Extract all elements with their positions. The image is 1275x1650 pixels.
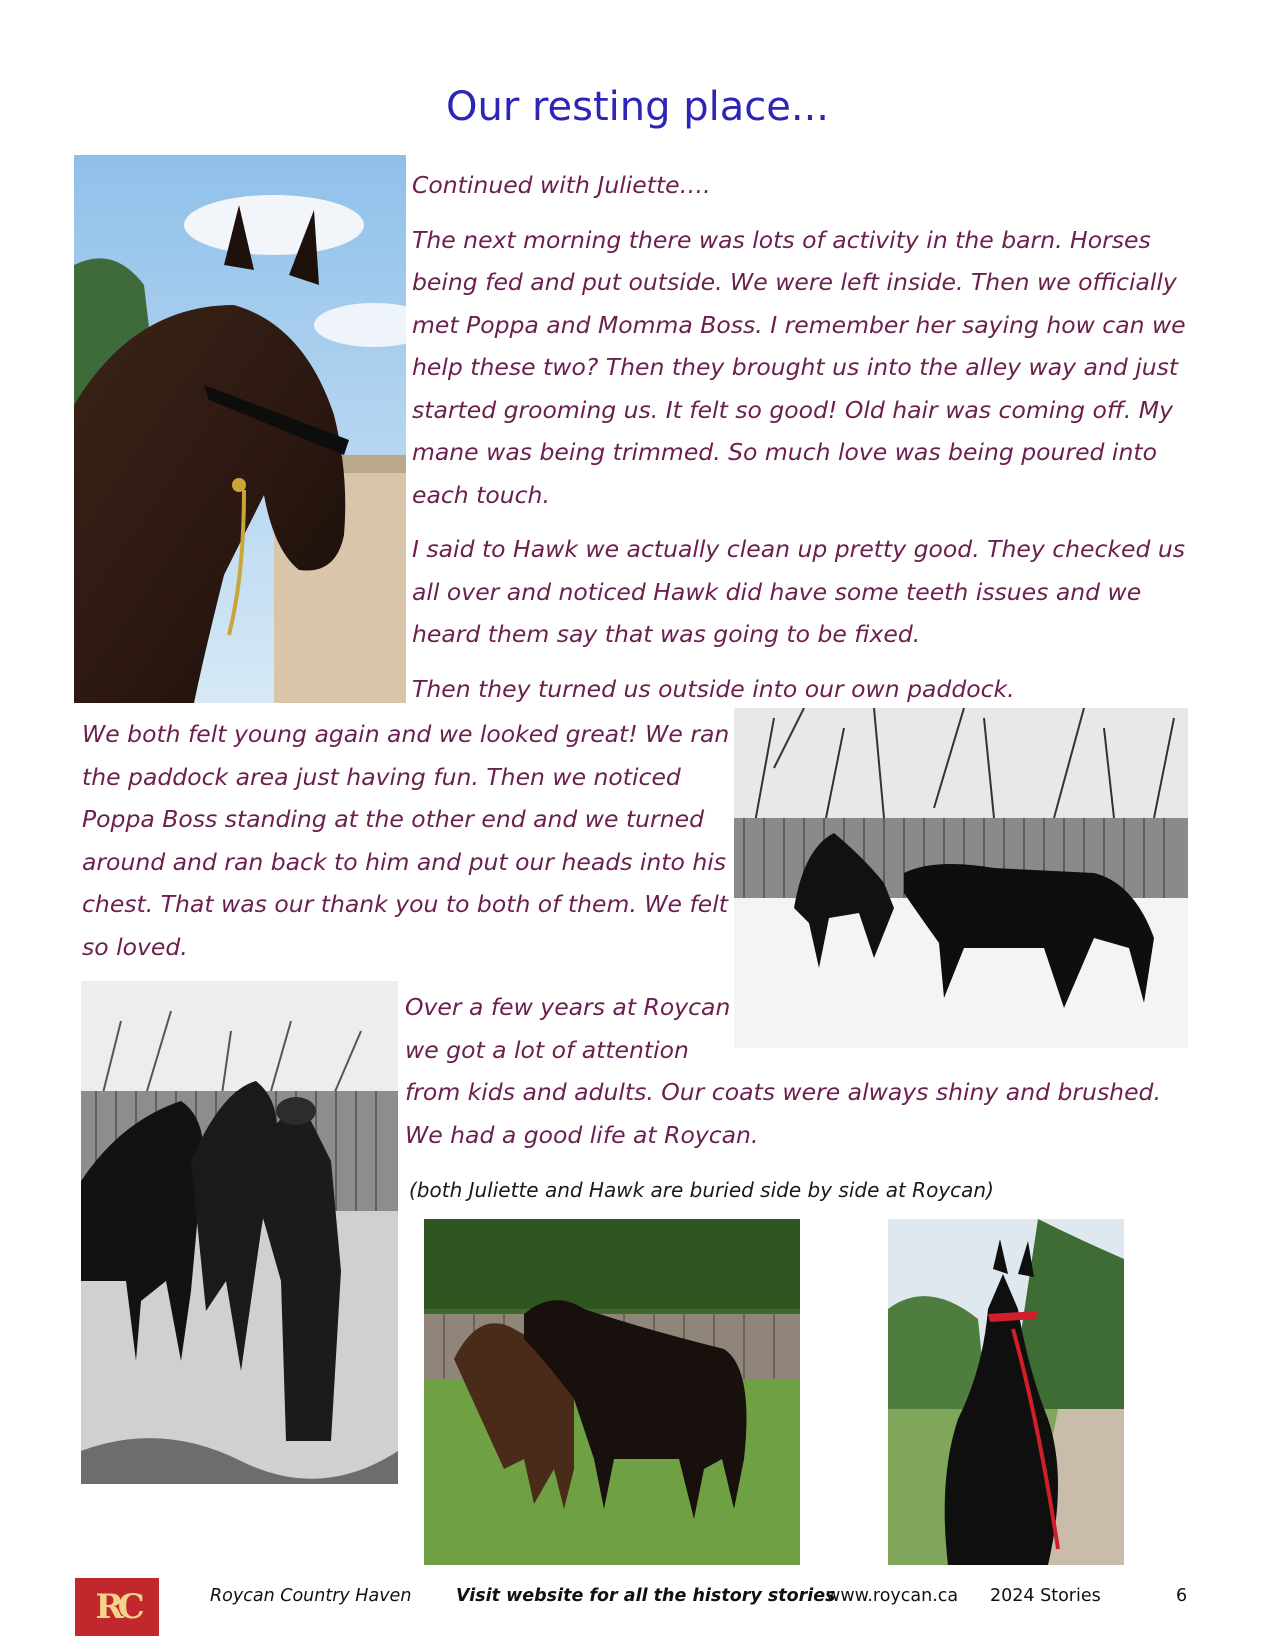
story-paragraph-2 bbox=[412, 528, 1186, 656]
story-line: we got a lot of attention bbox=[405, 1035, 689, 1064]
story-line: mane was being trimmed. So much love was being poured into bbox=[412, 438, 1157, 466]
story-line: the paddock area just having fun. Then we noticed bbox=[82, 762, 681, 791]
story-paragraph-5 bbox=[405, 986, 1161, 1156]
horse-portrait-photo bbox=[74, 155, 406, 703]
page-number: 6 bbox=[1176, 1586, 1188, 1606]
story-line: from kids and adults. Our coats were always shiny and brushed. bbox=[405, 1078, 1161, 1106]
story-line: chest. That was our thank you to both of them. We felt bbox=[82, 890, 728, 918]
footer-org: Roycan Country Haven bbox=[210, 1586, 412, 1606]
story-paragraph-4 bbox=[82, 713, 729, 968]
story-line: all over and noticed Hawk did have some teeth issues and we bbox=[412, 577, 1142, 606]
burial-note: (both Juliette and Hawk are buried side by side at Roycan) bbox=[409, 1178, 994, 1202]
story-column-top bbox=[412, 164, 1186, 722]
story-line: each touch. bbox=[412, 480, 550, 509]
story-line: We had a good life at Roycan. bbox=[405, 1120, 759, 1149]
story-line: help these two? Then they brought us into the alley way and just bbox=[412, 353, 1179, 381]
footer-cta: Visit website for all the history stories bbox=[456, 1586, 836, 1606]
story-line: heard them say that was going to be fixed. bbox=[412, 620, 921, 648]
story-line: so loved. bbox=[82, 932, 188, 961]
story-line: around and ran back to him and put our heads into his bbox=[82, 847, 727, 876]
story-line: We both felt young again and we looked great! We ran bbox=[82, 720, 730, 748]
story-line: started grooming us. It felt so good! Old hair was coming off. My bbox=[412, 395, 1173, 424]
story-line: Poppa Boss standing at the other end and we turned bbox=[82, 805, 704, 833]
story-paragraph-3: Then they turned us outside into our own paddock. bbox=[412, 674, 1015, 703]
story-intro: Continued with Juliette…. bbox=[412, 171, 711, 199]
page-title: Our resting place... bbox=[445, 84, 830, 130]
horses-on-grass-photo bbox=[424, 1219, 800, 1565]
story-line: The next morning there was lots of activity in the barn. Horses bbox=[412, 225, 1151, 254]
footer-edition: 2024 Stories bbox=[990, 1586, 1101, 1606]
story-paragraph-1 bbox=[412, 219, 1186, 517]
logo-text: RC bbox=[95, 1587, 139, 1627]
horse-red-halter-photo bbox=[888, 1219, 1124, 1565]
man-with-horses-photo bbox=[81, 981, 398, 1484]
story-line: I said to Hawk we actually clean up pretty good. They checked us bbox=[412, 535, 1185, 563]
story-line: Over a few years at Roycan bbox=[405, 993, 731, 1021]
footer-url-link[interactable]: www.roycan.ca bbox=[826, 1586, 959, 1606]
story-line: met Poppa and Momma Boss. I remember her saying how can we bbox=[412, 310, 1186, 339]
story-line: being fed and put outside. We were left inside. Then we officially bbox=[412, 268, 1177, 296]
roycan-logo bbox=[75, 1578, 159, 1636]
